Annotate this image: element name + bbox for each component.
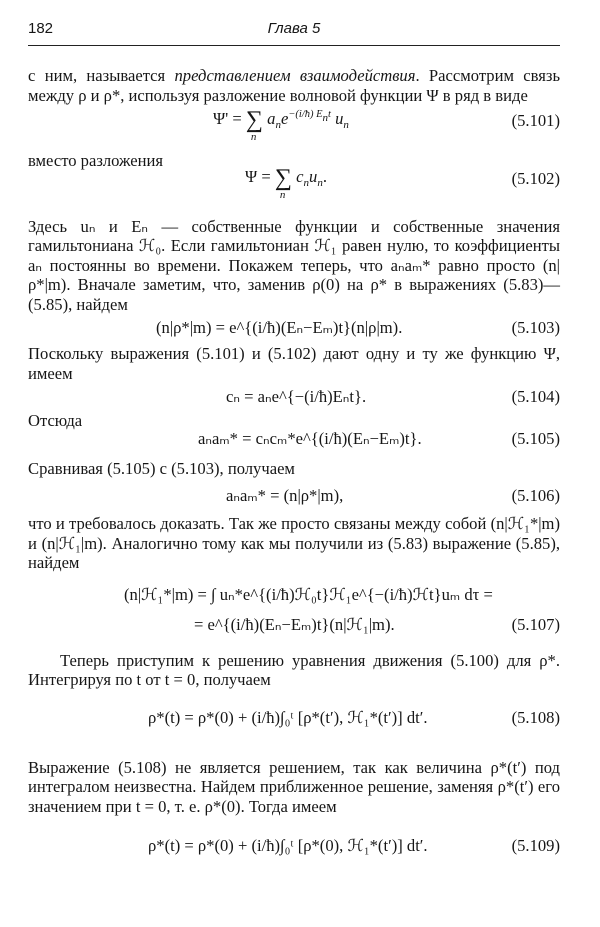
equation-5-101 xyxy=(28,107,560,151)
paragraph-4: Поскольку выражения (5.101) и (5.102) дают одну и ту же функцию Ψ, имеем xyxy=(28,344,560,383)
paragraph-5: Отсюда xyxy=(28,411,83,430)
paragraph-1: с ним, называется представлением взаимодействия. Рассмотрим связь между ρ и ρ*, используя разложение волновой функции Ψ в ряд в виде xyxy=(28,66,561,105)
equation-number: (5.103) xyxy=(511,318,560,337)
equation-5-105-formula: aₙaₘ* = cₙcₘ*e^{(i/ħ)(Eₙ−Eₘ)t}. xyxy=(198,428,422,448)
paragraph-7: что и требовалось доказать. Так же просто связаны между собой (n|ℋ₁*|m) и (n|ℋ₁|m). Аналогично тому как мы получили из (5.83) выражение (5.85), найдем xyxy=(28,514,560,572)
equation-number: (5.105) xyxy=(511,428,560,448)
equation-5-106 xyxy=(28,484,560,508)
running-header xyxy=(28,20,560,48)
paragraph-3: Здесь uₙ и Eₙ — собственные функции и собственные значения гамильтониана ℋ₀. Если гамильтониан ℋ₁ равен нулю, то коэффициенты aₙ постоянны во времени. Покажем теперь, что aₙaₘ* равно просто (n|ρ*|m). Вначале заметим, что, заменив ρ(0) на ρ* в выражениях (5.83)—(5.85), найдем xyxy=(28,216,560,314)
equation-number: (5.102) xyxy=(511,168,560,188)
equation-5-102-formula: Ψ = ∑ n $c_nu_n$. xyxy=(245,164,327,201)
equation-5-107-formula-line-2: = e^{(i/ħ)(Eₙ−Eₘ)t}(n|ℋ₁|m). xyxy=(194,614,395,634)
paragraph-9: Выражение (5.108) не является решением, так как величина ρ*(t′) под интегралом неизвестна. Найдем приближенное решение, заменяя ρ*(t′) его значением при t = 0, т. е. ρ*(0). Тогда имеем xyxy=(28,757,560,816)
page-body xyxy=(28,66,560,872)
italic-term: представлением взаимодействия xyxy=(174,66,416,85)
chapter-title: Глава 5 xyxy=(267,20,321,37)
equation-5-102 xyxy=(28,164,560,215)
equation-5-107-line-2 xyxy=(28,613,560,637)
equation-5-103 xyxy=(28,316,560,340)
equation-5-105 xyxy=(28,427,560,451)
equation-5-107-formula-line-1: (n|ℋ₁*|m) = ∫ uₙ*e^{(i/ħ)ℋ₀t}ℋ₁e^{−(i/ħ)ℋt}uₘ dτ = xyxy=(124,584,493,604)
equation-number: (5.109) xyxy=(511,836,560,855)
equation-5-104-formula: cₙ = aₙe^{−(i/ħ)Eₙt}. xyxy=(226,387,367,406)
paragraph-8: Теперь приступим к решению уравнения движения (5.100) для ρ*. Интегрируя по t от t = 0, получаем xyxy=(28,650,560,689)
equation-5-106-formula: aₙaₘ* = (n|ρ*|m), xyxy=(226,486,344,505)
equation-5-103-formula: (n|ρ*|m) = e^{(i/ħ)(Eₙ−Eₘ)t}(n|ρ|m). xyxy=(156,318,403,337)
equation-number: (5.106) xyxy=(511,486,560,505)
equation-5-109-formula: ρ*(t) = ρ*(0) + (i/ħ)∫₀ᵗ [ρ*(0), ℋ₁*(t′)] dt′. xyxy=(148,836,428,855)
equation-5-107-line-1 xyxy=(28,583,560,607)
equation-5-101-formula: Ψ' = ∑ n $a_ne^{-(i/ħ) E_nt}$ $u_n$ xyxy=(213,107,349,143)
equation-number: (5.108) xyxy=(511,707,560,727)
equation-5-108-formula: ρ*(t) = ρ*(0) + (i/ħ)∫₀ᵗ [ρ*(t′), ℋ₁*(t′)] dt′. xyxy=(148,707,428,727)
page-number: 182 xyxy=(28,20,54,37)
paragraph-2: вместо разложения xyxy=(28,151,164,170)
equation-number: (5.107) xyxy=(511,614,560,634)
equation-5-104 xyxy=(28,385,560,409)
equation-5-109 xyxy=(28,822,560,872)
paragraph-6: Сравнивая (5.105) с (5.103), получаем xyxy=(28,458,295,478)
equation-number: (5.101) xyxy=(511,111,560,130)
header-rule xyxy=(28,45,560,46)
equation-5-108 xyxy=(28,694,560,744)
equation-number: (5.104) xyxy=(511,387,560,406)
